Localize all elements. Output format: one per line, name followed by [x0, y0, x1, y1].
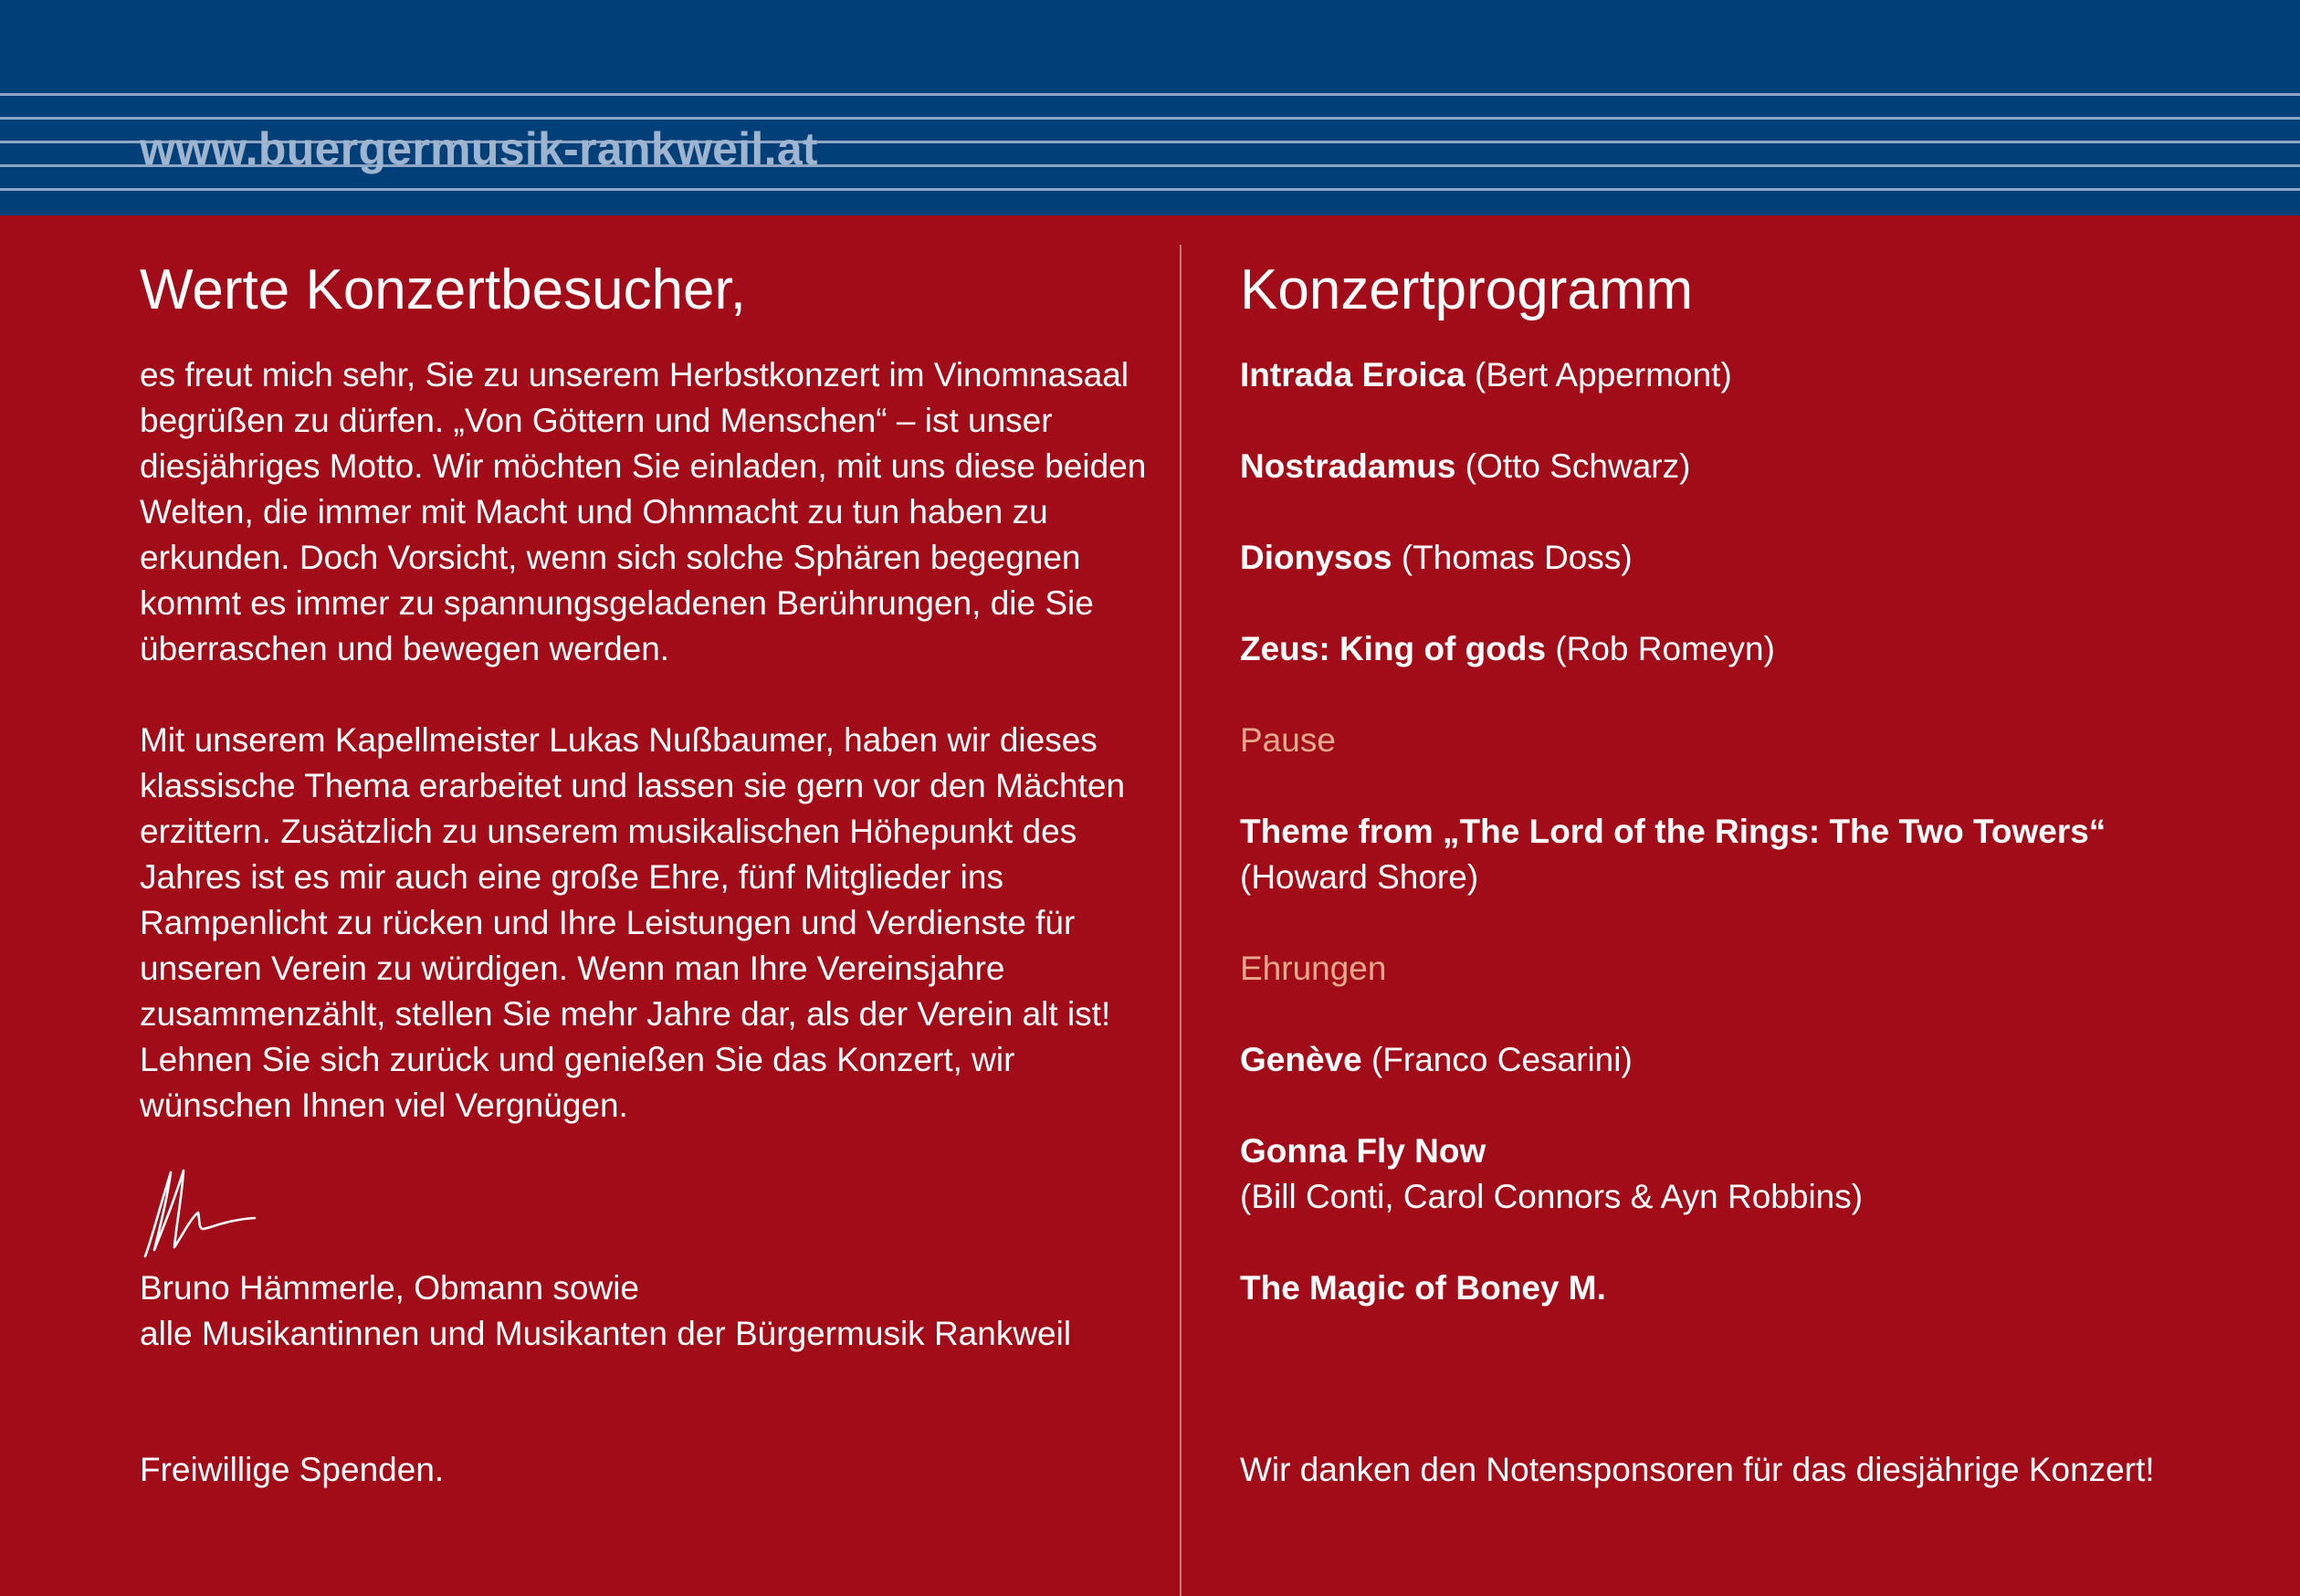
- staff-line: [0, 93, 2300, 96]
- concert-program: [1240, 256, 2272, 1357]
- piece-composer: (Thomas Doss): [1401, 539, 1633, 576]
- piece-title: Zeus: King of gods: [1240, 630, 1547, 667]
- program-item: [1240, 626, 2272, 672]
- program-item: [1240, 809, 2272, 900]
- piece-title: Dionysos: [1240, 539, 1392, 576]
- header-banner: [0, 0, 2300, 215]
- piece-composer: (Howard Shore): [1240, 858, 1479, 896]
- letter-heading: Werte Konzertbesucher,: [140, 258, 746, 321]
- website-url[interactable]: www.buergermusik-rankweil.at: [140, 123, 818, 174]
- piece-composer: (Bill Conti, Carol Connors & Ayn Robbins): [1240, 1178, 1864, 1215]
- piece-title: Intrada Eroica: [1240, 356, 1465, 394]
- program-item: [1240, 1037, 2272, 1083]
- sponsor-thanks: Wir danken den Notensponsoren für das diesjährige Konzert!: [1240, 1451, 2155, 1488]
- letter-paragraph-2: Mit unserem Kapellmeister Lukas Nußbaumer, haben wir dieses klassische Thema erarbeitet und lassen sie gern vor den Mächten erzittern. Zusätzlich zu unserem musikalischen Höhepunkt des Jahres ist es mir auch eine große Ehre, fünf Mitglieder ins Rampenlicht zu rücken und Ihre Leistungen und Verdienste für unseren Verein zu würdigen. Wenn man Ihre Vereinsjahre zusammenzählt, stellen Sie mehr Jahre dar, als der Verein alt ist! Lehnen Sie sich zurück und genießen Sie das Konzert, wir wünschen Ihnen viel Vergnügen.: [140, 721, 1126, 1124]
- letter-paragraph-1: es freut mich sehr, Sie zu unserem Herbstkonzert im Vinomnasaal begrüßen zu dürfen. „Von Göttern und Menschen“ – ist unser diesjähriges Motto. Wir möchten Sie einladen, mit uns diese beiden Welten, die immer mit Macht und Ohnmacht zu tun haben zu erkunden. Doch Vorsicht, wenn sich solche Sphären begegnen kommt es immer zu spannungsgeladenen Berührungen, die Sie überraschen und bewegen werden.: [140, 356, 1147, 667]
- program-item: [1240, 444, 2272, 489]
- program-item: [1240, 1265, 2272, 1311]
- program-section-label: Ehrungen: [1240, 950, 1387, 987]
- piece-title: Theme from „The Lord of the Rings: The Two Towers“: [1240, 813, 2106, 850]
- donation-note: Freiwillige Spenden.: [140, 1451, 445, 1488]
- column-divider: [1180, 245, 1182, 1596]
- piece-composer: (Franco Cesarini): [1371, 1041, 1633, 1078]
- signature-name: Bruno Hämmerle, Obmann sowie: [140, 1269, 639, 1307]
- staff-line: [0, 117, 2300, 120]
- piece-title: The Magic of Boney M.: [1240, 1269, 1606, 1307]
- program-list: [1240, 352, 2272, 1311]
- program-item: [1240, 535, 2272, 581]
- program-section-label: Pause: [1240, 721, 1336, 759]
- program-item: [1240, 352, 2272, 398]
- piece-title: Genève: [1240, 1041, 1362, 1078]
- piece-composer: (Otto Schwarz): [1465, 447, 1691, 485]
- signature-group: alle Musikantinnen und Musikanten der Bürgermusik Rankweil: [140, 1315, 1072, 1352]
- piece-composer: (Bert Appermont): [1475, 356, 1732, 394]
- program-item: [1240, 1129, 2272, 1220]
- handwritten-signature: [140, 1163, 258, 1264]
- staff-line: [0, 188, 2300, 191]
- welcome-letter: [140, 256, 1153, 1357]
- piece-composer: (Rob Romeyn): [1555, 630, 1775, 667]
- piece-title: Gonna Fly Now: [1240, 1132, 1486, 1170]
- piece-title: Nostradamus: [1240, 447, 1456, 485]
- program-heading: Konzertprogramm: [1240, 258, 1694, 321]
